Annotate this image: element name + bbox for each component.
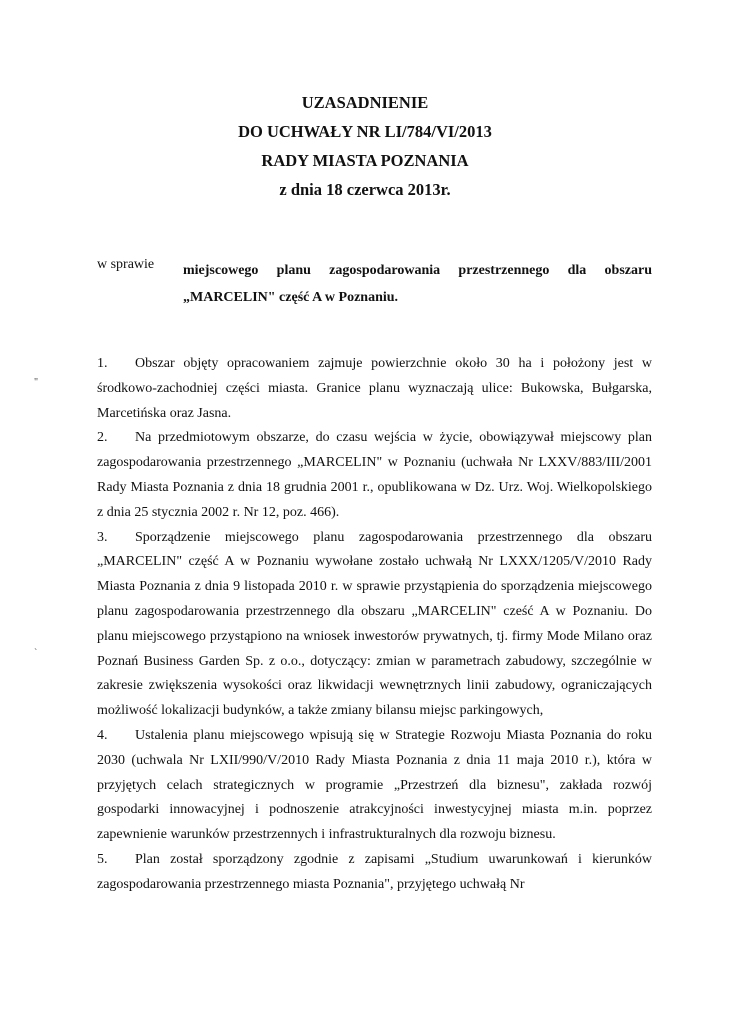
- paragraph: [97, 352, 652, 426]
- document-body: [97, 352, 652, 898]
- paragraph-number: 1.: [97, 356, 108, 371]
- paragraph-text: Ustalenia planu miejscowego wpisują się w Strategie Rozwoju Miasta Poznania do roku 2030 (uchwala Nr LXII/990/V/2010 Rady Miasta Poznania z dnia 11 maja 2010 r.), która w przyjętych celach strategicznych w programie „Przestrzeń dla biznesu", zakłada rozwój gospodarki innowacyjnej i podnoszenie atrakcyjności inwestycyjnej miasta m.in. poprzez zapewnienie warunków przestrzennych i infrastrukturalnych dla rozwoju biznesu.: [97, 727, 652, 843]
- subject-text: [183, 257, 652, 311]
- paragraph-text: Obszar objęty opracowaniem zajmuje powierzchnie około 30 ha i położony jest w środkowo-zachodniej części miasta. Granice planu wyznaczają ulice: Bukowska, Bułgarska, Marcetińska oraz Jasna.: [97, 356, 652, 421]
- header-resolution-number: DO UCHWAŁY NR LI/784/VI/2013: [238, 122, 492, 141]
- paragraph: [97, 848, 652, 898]
- paragraph: [97, 526, 652, 724]
- margin-scan-mark: `: [34, 648, 38, 659]
- paragraph-number: 3.: [97, 529, 108, 545]
- document-header: [0, 88, 730, 204]
- paragraph-number: 2.: [97, 430, 108, 446]
- paragraph: [97, 724, 652, 848]
- paragraph-text: Na przedmiotowym obszarze, do czasu wejścia w życie, obowiązywał miejscowy plan zagospodarowania przestrzennego „MARCELIN" w Poznaniu (uchwała Nr LXXV/883/III/2001 Rady Miasta Poznania z dnia 18 grudnia 2001 r., opublikowana w Dz. Urz. Woj. Wielkopolskiego z dnia 25 stycznia 2002 r. Nr 12, poz. 466).: [97, 430, 652, 520]
- paragraph-text: Sporządzenie miejscowego planu zagospodarowania przestrzennego dla obszaru „MARCELIN" część A w Poznaniu wywołane zostało uchwałą Nr LXXX/1205/V/2010 Rady Miasta Poznania z dnia 9 listopada 2010 r. w sprawie przystąpienia do sporządzenia miejscowego planu zagospodarowania przestrzennego dla obszaru „MARCELIN" cześć A w Poznaniu. Do planu miejscowego przystąpiono na wniosek inwestorów prywatnych, tj. firmy Mode Milano oraz Poznań Business Garden Sp. z o.o., dotyczący: zmian w parametrach zabudowy, szczególnie w zakresie zwiększenia wysokości oraz likwidacji wewnętrznych linii zabudowy, ograniczających możliwość lokalizacji budynków, a także zmiany bilansu miejsc parkingowych,: [97, 529, 652, 719]
- subject-line-1: miejscowego planu zagospodarowania przestrzennego dla obszaru: [183, 263, 652, 278]
- margin-scan-mark: ": [34, 377, 39, 388]
- header-date: z dnia 18 czerwca 2013r.: [279, 180, 451, 199]
- paragraph-number: 5.: [97, 851, 108, 867]
- header-title: UZASADNIENIE: [301, 93, 429, 112]
- paragraph-text: Plan został sporządzony zgodnie z zapisami „Studium uwarunkowań i kierunków zagospodarowania przestrzennego miasta Poznania", przyjętego uchwałą Nr: [97, 851, 652, 892]
- paragraph: [97, 426, 652, 525]
- subject-label: w sprawie: [97, 257, 155, 272]
- subject-line-2: „MARCELIN" część A w Poznaniu.: [183, 290, 399, 305]
- paragraph-number: 4.: [97, 727, 108, 743]
- header-council: RADY MIASTA POZNANIA: [261, 151, 469, 170]
